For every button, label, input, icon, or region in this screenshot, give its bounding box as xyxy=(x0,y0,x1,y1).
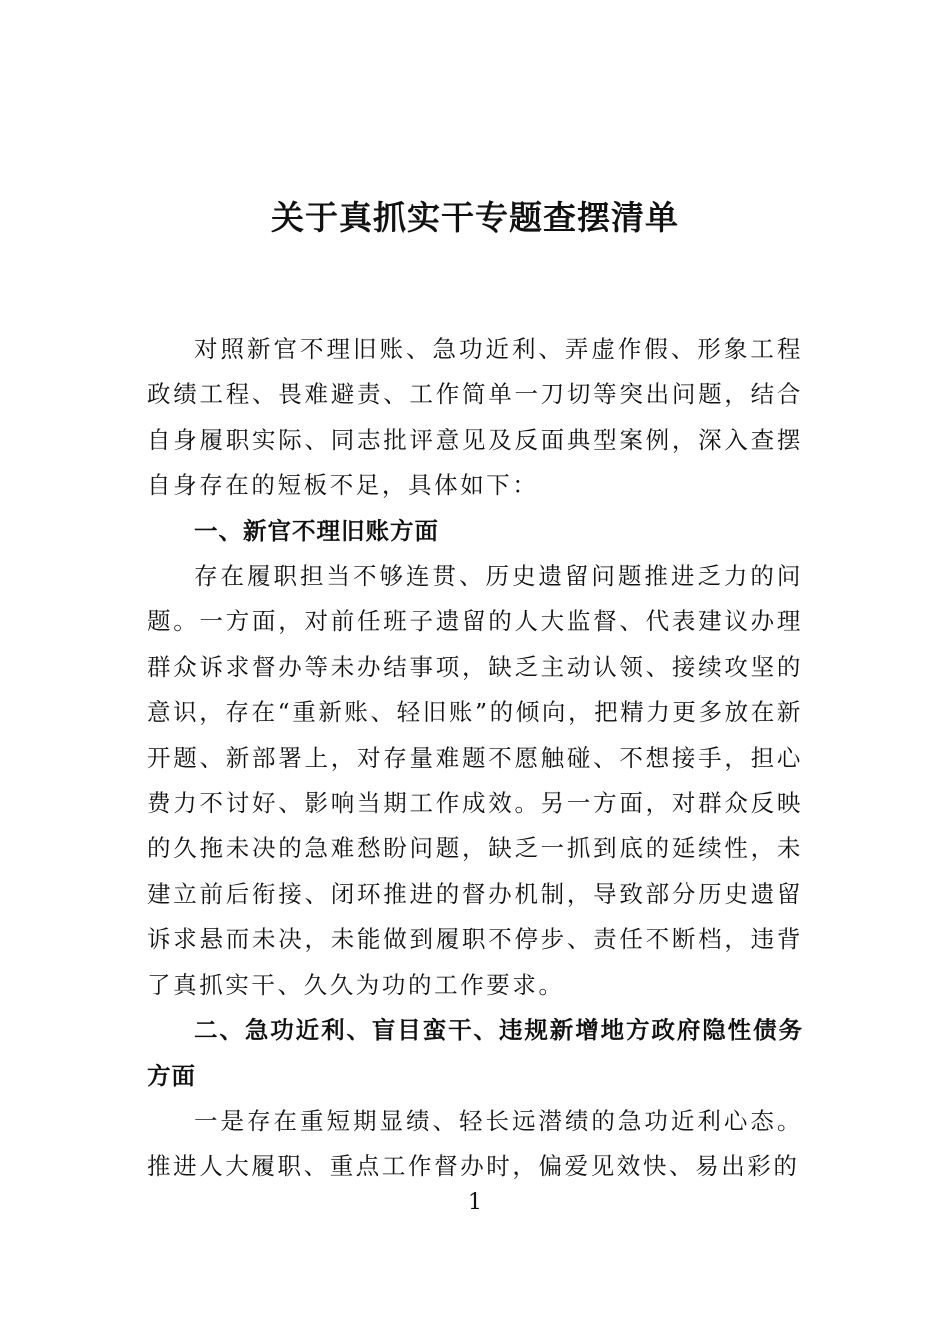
intro-paragraph: 对照新官不理旧账、急功近利、弄虚作假、形象工程政绩工程、畏难避责、工作简单一刀切等突出问题，结合自身履职实际、同志批评意见及反面典型案例，深入查摆自身存在的短板不足，具体如下： xyxy=(147,335,803,500)
page-title: 关于真抓实干专题查摆清单 xyxy=(271,198,679,237)
section-paragraph-1: 存在履职担当不够连贯、历史遗留问题推进乏力的问题。一方面，对前任班子遗留的人大监督、代表建议办理群众诉求督办等未办结事项，缺乏主动认领、接续攻坚的意识，存在“重新账、轻旧账”的倾向，把精力更多放在新开题、新部署上，对存量难题不愿触碰、不想接手，担心费力不讨好、影响当期工作成效。另一方面，对群众反映的久拖未决的急难愁盼问题，缺乏一抓到底的延续性，未建立前后衔接、闭环推进的督办机制，导致部分历史遗留诉求悬而未决，未能做到履职不停步、责任不断档，违背了真抓实干、久久为功的工作要求。 xyxy=(147,562,803,999)
page-number: 1 xyxy=(468,1190,482,1215)
section-heading-1: 一、新官不理旧账方面 xyxy=(194,516,439,545)
document-body xyxy=(147,327,803,1190)
section-paragraph-2: 一是存在重短期显绩、轻长远潜绩的急功近利心态。推进人大履职、重点工作督办时，偏爱见效快、易出彩的 xyxy=(147,1106,803,1181)
section-heading-2: 二、急功近利、盲目蛮干、违规新增地方政府隐性债务方面 xyxy=(147,1016,803,1090)
